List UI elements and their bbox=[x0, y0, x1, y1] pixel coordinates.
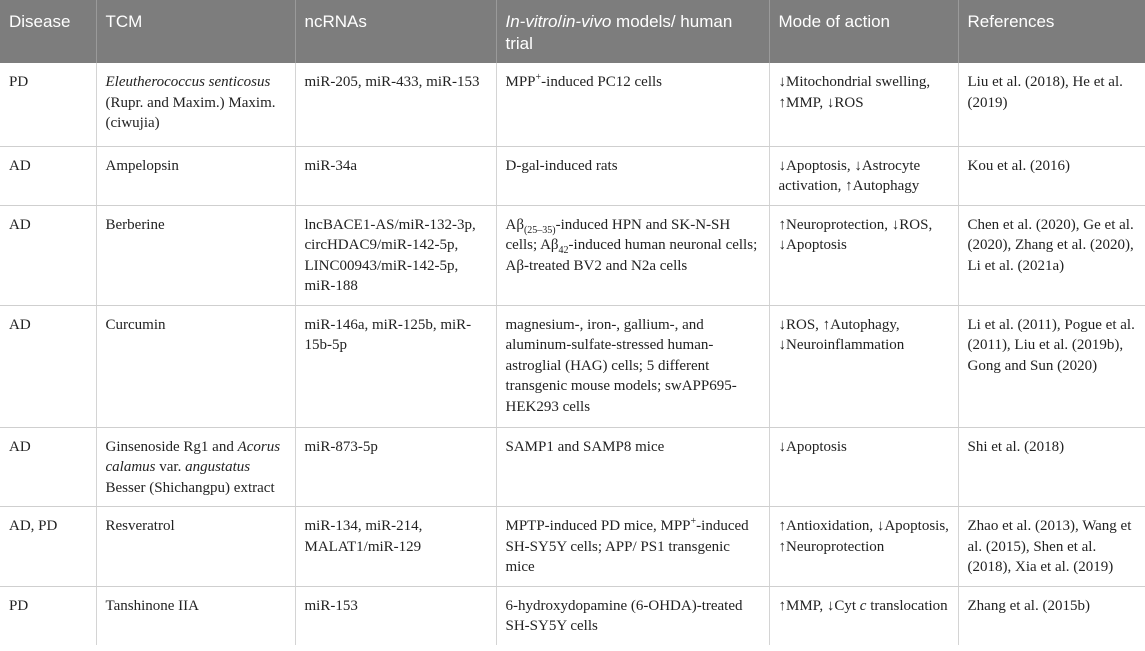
cell-models bbox=[496, 205, 769, 305]
header-row bbox=[0, 0, 1145, 63]
cell-tcm: Ampelopsin bbox=[96, 146, 295, 205]
cell-ncrnas: miR-146a, miR-125b, miR-15b-5p bbox=[295, 305, 496, 427]
cell-ncrnas: miR-153 bbox=[295, 586, 496, 645]
mode-italic: c bbox=[859, 597, 867, 614]
header-ncrnas: ncRNAs bbox=[295, 0, 496, 63]
table-row bbox=[0, 63, 1145, 146]
cell-disease: AD bbox=[0, 205, 96, 305]
cell-ncrnas: miR-134, miR-214, MALAT1/miR-129 bbox=[295, 507, 496, 587]
table-row bbox=[0, 586, 1145, 645]
subscript: 42 bbox=[558, 245, 569, 256]
cell-references: Chen et al. (2020), Ge et al. (2020), Zhang et al. (2020), Li et al. (2021a) bbox=[958, 205, 1145, 305]
models-text: -induced HPN and SK-N-SH cells; Aβ bbox=[505, 216, 731, 253]
tcm-text: Besser (Shichangpu) extract bbox=[105, 479, 275, 496]
table-row bbox=[0, 507, 1145, 587]
header-references: References bbox=[958, 0, 1145, 63]
tcm-text: var. bbox=[155, 459, 186, 475]
cell-references: Zhao et al. (2013), Wang et al. (2015), Shen et al. (2018), Xia et al. (2019) bbox=[958, 507, 1145, 587]
cell-references: Zhang et al. (2015b) bbox=[958, 586, 1145, 645]
table-row bbox=[0, 205, 1145, 305]
header-models-rest: models/ human trial bbox=[505, 12, 733, 53]
cell-mode: ↑Neuroprotection, ↓ROS, ↓Apoptosis bbox=[769, 205, 958, 305]
header-models-invitro: In-vitro bbox=[505, 12, 558, 31]
cell-disease: AD bbox=[0, 146, 96, 205]
cell-disease: AD, PD bbox=[0, 507, 96, 587]
cell-models: 6-hydroxydopamine (6-OHDA)-treated SH-SY5Y cells bbox=[496, 586, 769, 645]
table-row bbox=[0, 146, 1145, 205]
cell-models: magnesium-, iron-, gallium-, and aluminum-sulfate-stressed human-astroglial (HAG) cells; 5 different transgenic mouse models; swAPP695-HEK293 cells bbox=[496, 305, 769, 427]
cell-tcm: Tanshinone IIA bbox=[96, 586, 295, 645]
table-header bbox=[0, 0, 1145, 63]
cell-disease: PD bbox=[0, 63, 96, 146]
tcm-species-name: Acorus calamus bbox=[105, 438, 281, 475]
tcm-variety-name: angustatus bbox=[185, 459, 251, 475]
header-models-slash: / bbox=[557, 12, 563, 31]
table-body bbox=[0, 63, 1145, 645]
tcm-text: Ginsenoside Rg1 and bbox=[105, 438, 238, 455]
cell-mode: ↓ROS, ↑Autophagy, ↓Neuroinflammation bbox=[769, 305, 958, 427]
cell-mode bbox=[769, 586, 958, 645]
cell-tcm: Berberine bbox=[96, 205, 295, 305]
models-text: -induced human neuronal cells; Aβ-treated BV2 and N2a cells bbox=[505, 237, 758, 274]
cell-references: Li et al. (2011), Pogue et al. (2011), Liu et al. (2019b), Gong and Sun (2020) bbox=[958, 305, 1145, 427]
cell-disease: PD bbox=[9, 597, 29, 614]
cell-ncrnas: miR-34a bbox=[295, 146, 496, 205]
table-row bbox=[0, 427, 1145, 507]
header-mode: Mode of action bbox=[769, 0, 958, 63]
cell-ncrnas: miR-873-5p bbox=[295, 427, 496, 507]
models-text: MPTP-induced PD mice, MPP bbox=[505, 518, 691, 534]
cell-models bbox=[496, 63, 769, 146]
cell-ncrnas: lncBACE1-AS/miR-132-3p, circHDAC9/miR-142-5p, LINC00943/miR-142-5p, miR-188 bbox=[295, 205, 496, 305]
cell-tcm bbox=[96, 63, 295, 146]
cell-tcm: Curcumin bbox=[96, 305, 295, 427]
cell-models: D-gal-induced rats bbox=[496, 146, 769, 205]
tcm-rest: (Rupr. and Maxim.) Maxim. (ciwujia) bbox=[105, 94, 276, 131]
subscript: (25–35) bbox=[523, 224, 556, 236]
cell-references: Liu et al. (2018), He et al. (2019) bbox=[958, 63, 1145, 146]
header-disease: Disease bbox=[0, 0, 96, 63]
cell-models bbox=[496, 507, 769, 587]
cell-references: Shi et al. (2018) bbox=[958, 427, 1145, 507]
cell-mode: ↓Mitochondrial swelling, ↑MMP, ↓ROS bbox=[769, 63, 958, 146]
cell-tcm: Resveratrol bbox=[96, 507, 295, 587]
superscript: + bbox=[535, 72, 542, 83]
superscript: + bbox=[690, 516, 697, 527]
cell-models: SAMP1 and SAMP8 mice bbox=[496, 427, 769, 507]
cell-ncrnas: miR-205, miR-433, miR-153 bbox=[295, 63, 496, 146]
cell-mode: ↓Apoptosis bbox=[769, 427, 958, 507]
header-models bbox=[496, 0, 769, 63]
header-tcm: TCM bbox=[96, 0, 295, 63]
models-text: Aβ bbox=[505, 216, 524, 233]
mode-text: translocation bbox=[866, 597, 948, 614]
cell-mode: ↑Antioxidation, ↓Apoptosis, ↑Neuroprotection bbox=[769, 507, 958, 587]
cell-references: Kou et al. (2016) bbox=[958, 146, 1145, 205]
cell-disease: AD bbox=[0, 427, 96, 507]
cell-mode: ↓Apoptosis, ↓Astrocyte activation, ↑Autophagy bbox=[769, 146, 958, 205]
models-text: -induced PC12 cells bbox=[541, 74, 662, 90]
tcm-species-name: Eleutherococcus senticosus bbox=[105, 74, 271, 90]
models-text: -induced SH-SY5Y cells; APP/ PS1 transgenic mice bbox=[505, 518, 749, 575]
cell-tcm bbox=[96, 427, 295, 507]
mode-text: ↑MMP, ↓Cyt bbox=[778, 597, 860, 614]
table-row bbox=[0, 305, 1145, 427]
models-text: MPP bbox=[505, 74, 536, 90]
cell-disease: AD bbox=[0, 305, 96, 427]
header-models-invivo: in-vivo bbox=[562, 12, 612, 31]
